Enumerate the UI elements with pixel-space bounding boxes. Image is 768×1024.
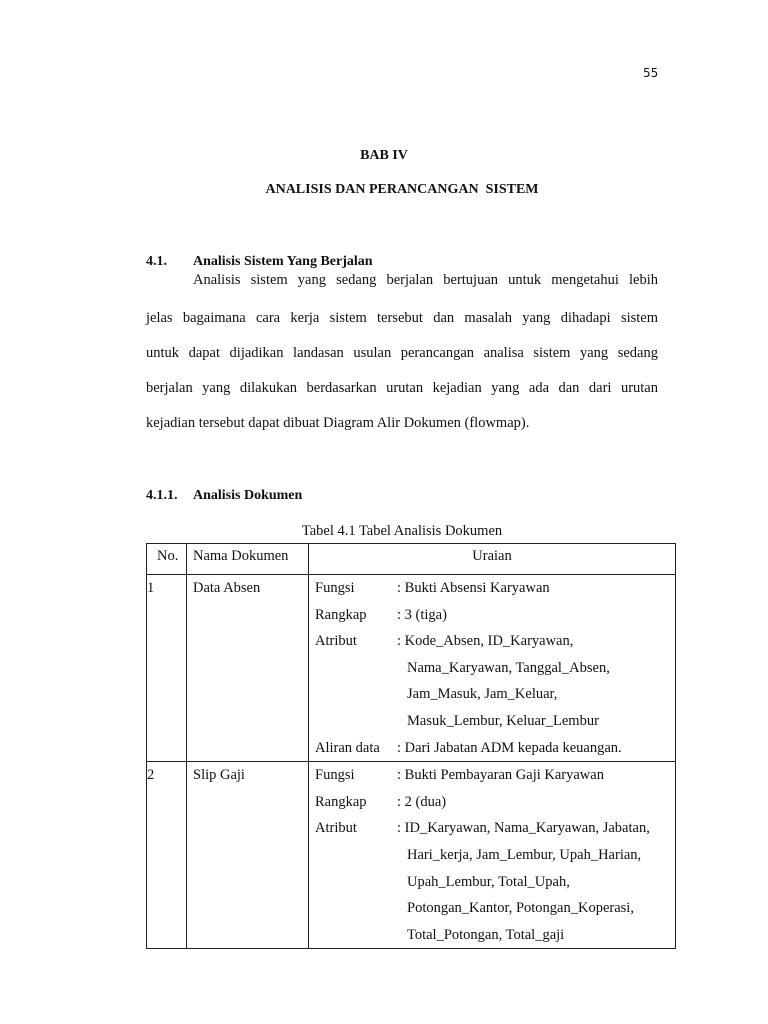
uraian-line: Fungsi : Bukti Absensi Karyawan: [315, 580, 550, 596]
uraian-line: Upah_Lembur, Total_Upah,: [407, 873, 570, 890]
table-row: [147, 762, 676, 949]
section-title: Analisis Dokumen: [193, 488, 303, 503]
section-heading-4-1-1: [146, 488, 302, 504]
uraian-line: Fungsi : Bukti Pembayaran Gaji Karyawan: [315, 767, 604, 784]
uraian-line: Atribut : Kode_Absen, ID_Karyawan,: [315, 633, 574, 650]
chapter-number: BAB IV: [360, 148, 408, 163]
row-number: 2: [147, 762, 187, 949]
uraian-line: Nama_Karyawan, Tanggal_Absen,: [407, 659, 610, 676]
paragraph-line: berjalan yang dilakukan berdasarkan urutan kejadian yang ada dan dari urutan: [146, 380, 658, 396]
document-name: Slip Gaji: [187, 762, 309, 949]
section-heading-4-1: [146, 254, 373, 270]
section-title: Analisis Sistem Yang Berjalan: [193, 254, 373, 269]
table-caption: Tabel 4.1 Tabel Analisis Dokumen: [301, 523, 503, 539]
section-number: 4.1.1.: [146, 488, 178, 503]
paragraph-line: kejadian tersebut dapat dibuat Diagram Alir Dokumen (flowmap).: [146, 415, 530, 431]
paragraph-line: untuk dapat dijadikan landasan usulan perancangan analisa sistem yang sedang: [146, 345, 658, 361]
table-row: [147, 575, 676, 762]
uraian-line: Rangkap : 2 (dua): [315, 793, 447, 810]
uraian-line: Potongan_Kantor, Potongan_Koperasi,: [407, 900, 634, 917]
uraian-cell: [309, 762, 676, 949]
paragraph-line: jelas bagaimana cara kerja sistem tersebut dan masalah yang dihadapi sistem: [146, 310, 658, 326]
header-uraian: Uraian: [309, 544, 676, 575]
uraian-line: Hari_kerja, Jam_Lembur, Upah_Harian,: [407, 846, 642, 863]
uraian-line: Total_Potongan, Total_gaji: [407, 926, 565, 943]
uraian-line: Rangkap : 3 (tiga): [315, 606, 447, 623]
table-header-row: [147, 544, 676, 575]
section-number: 4.1.: [146, 254, 167, 269]
page-number: 55: [643, 66, 659, 80]
uraian-line: Masuk_Lembur, Keluar_Lembur: [407, 712, 599, 729]
document-analysis-table: [146, 543, 676, 949]
paragraph-line: Analisis sistem yang sedang berjalan bertujuan untuk mengetahui lebih: [193, 272, 658, 288]
chapter-title: ANALISIS DAN PERANCANGAN SISTEM: [265, 182, 539, 197]
uraian-line: Atribut : ID_Karyawan, Nama_Karyawan, Jabatan,: [315, 820, 650, 837]
header-no: No.: [147, 544, 187, 575]
document-name: Data Absen: [187, 575, 309, 762]
row-number: 1: [147, 575, 187, 762]
header-nama-dokumen: Nama Dokumen: [187, 544, 309, 575]
uraian-cell: [309, 575, 676, 762]
uraian-line: Jam_Masuk, Jam_Keluar,: [407, 686, 558, 703]
uraian-line: Aliran data : Dari Jabatan ADM kepada keuangan.: [315, 739, 622, 756]
